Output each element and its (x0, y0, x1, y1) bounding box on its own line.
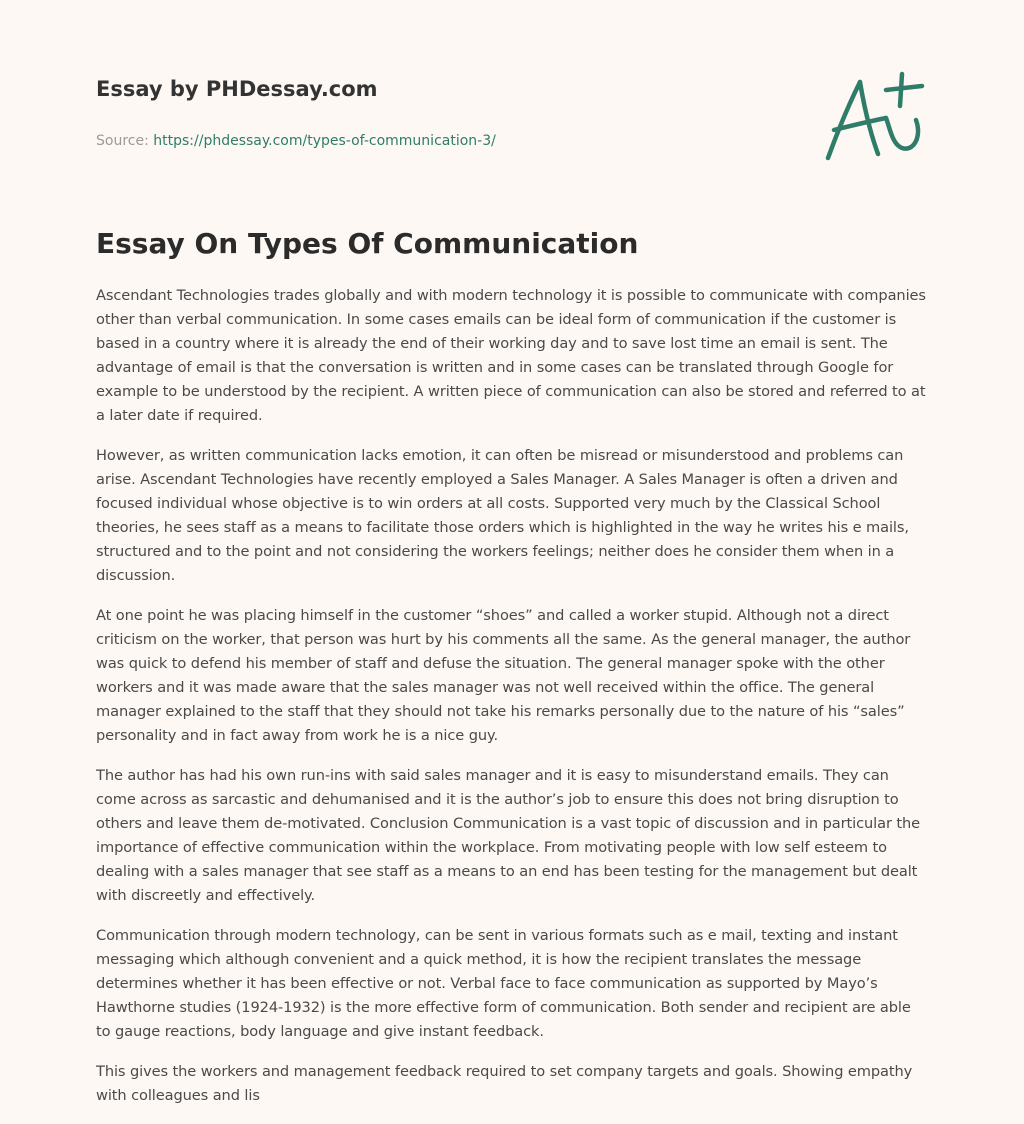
essay-paragraph: Ascendant Technologies trades globally and with modern technology it is possible to communicate with companies other than verbal communication. In some cases emails can be ideal form of communication if the customer is based in a country where it is already the end of their working day and to save lost time an email is sent. The advantage of email is that the conversation is written and in some cases can be translated through Google for example to be understood by the recipient. A written piece of communication can also be stored and referred to at a later date if required. (96, 287, 926, 424)
essay-paragraph: However, as written communication lacks emotion, it can often be misread or misunderstood and problems can arise. Ascendant Technologies have recently employed a Sales Manager. A Sales Manager is often a driven and focused individual whose objective is to win orders at all costs. Supported very much by the Classical School theories, he sees staff as a means to facilitate those orders which is highlighted in the way he writes his e mails, structured and to the point and not considering the workers feelings; neither does he consider them when in a discussion. (96, 447, 909, 584)
essay-title: Essay On Types Of Communication (96, 227, 639, 260)
essay-paragraph: Communication through modern technology, can be sent in various formats such as e mail, texting and instant messaging which although convenient and a quick method, it is how the recipient translates the message determines whether it has been effective or not. Verbal face to face communication as supported by Mayo’s Hawthorne studies (1924-1932) is the more effective form of communication. Both sender and recipient are able to gauge reactions, body language and give instant feedback. (96, 927, 911, 1040)
source-label: Source: (96, 133, 154, 149)
essay-paragraph: The author has had his own run-ins with said sales manager and it is easy to misunderstand emails. They can come across as sarcastic and dehumanised and it is the author’s job to ensure this does not bring disruption to others and leave them de-motivated. Conclusion Communication is a vast topic of discussion and in particular the importance of effective communication within the workplace. From motivating people with low self esteem to dealing with a sales manager that see staff as a means to an end has been testing for the management but dealt with discreetly and effectively. (96, 767, 921, 904)
essay-paragraph: At one point he was placing himself in the customer “shoes” and called a worker stupid. Although not a direct criticism on the worker, that person was hurt by his comments all the same. As the general manager, the author was quick to defend his member of staff and defuse the situation. The general manager spoke with the other workers and it was made aware that the sales manager was not well received within the office. The general manager explained to the staff that they should not take his remarks personally due to the nature of his “sales” personality and in fact away from work he is a nice guy. (96, 607, 911, 744)
essay-body (96, 284, 928, 1124)
a-plus-logo-icon (820, 66, 930, 166)
source-line (96, 131, 796, 151)
source-link[interactable]: https://phdessay.com/types-of-communication-3/ (153, 133, 496, 149)
essay-header (96, 74, 796, 151)
site-title: Essay by PHDessay.com (96, 77, 378, 101)
essay-paragraph: This gives the workers and management feedback required to set company targets and goals. Showing empathy with colleagues and lis (96, 1063, 913, 1104)
